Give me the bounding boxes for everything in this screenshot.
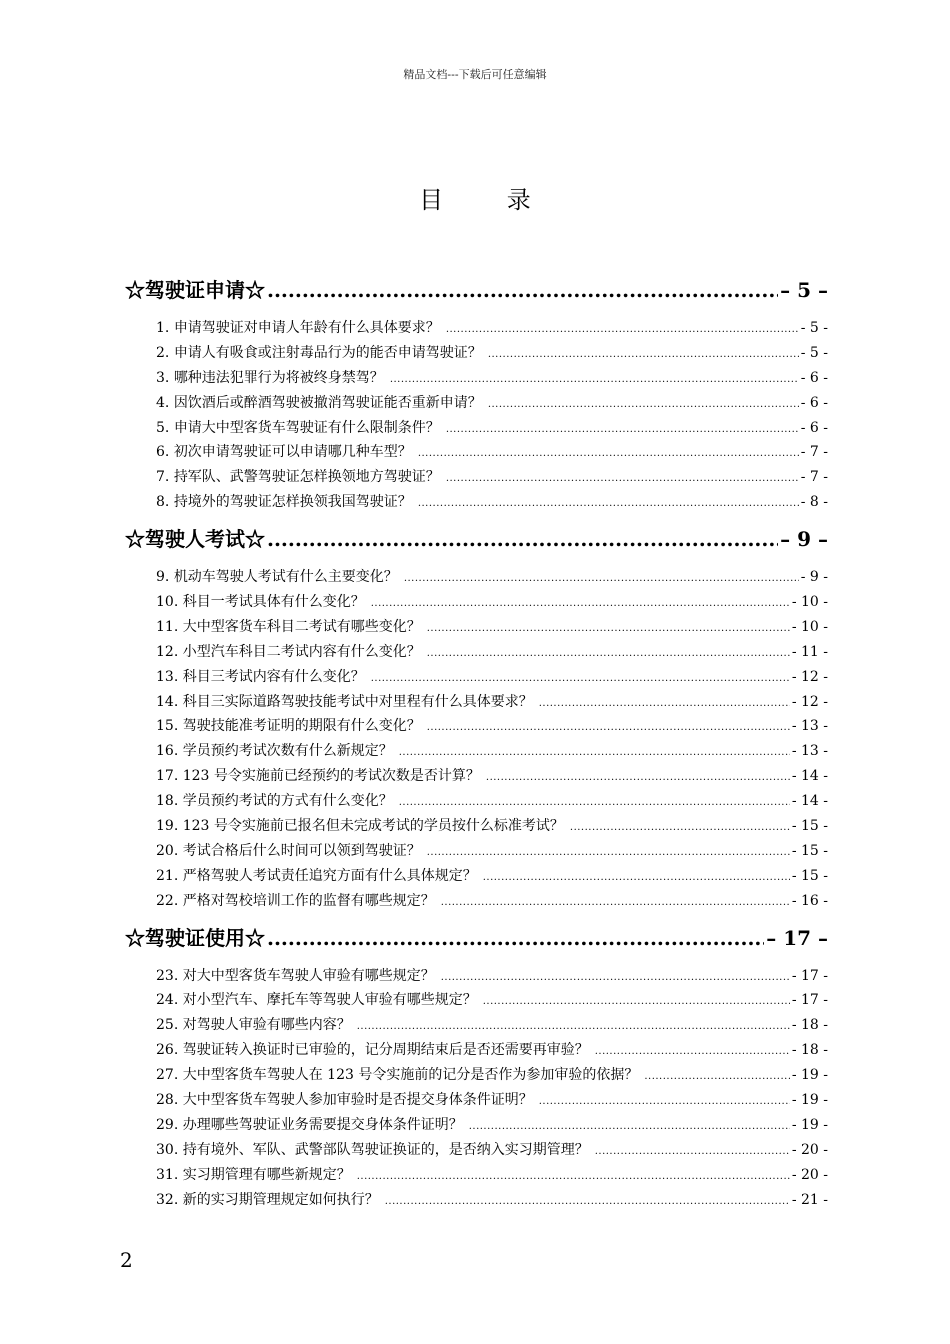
entry-page: - 19 - bbox=[791, 1092, 828, 1109]
entry-text: 新的实习期管理规定如何执行？ bbox=[182, 1191, 379, 1208]
entry-page: - 12 - bbox=[791, 693, 828, 710]
dot-leader bbox=[427, 642, 790, 667]
entry-page: - 16 - bbox=[791, 892, 828, 909]
entry-number: 32. bbox=[156, 1191, 179, 1208]
entry-text: 考试合格后什么时间可以领到驾驶证？ bbox=[182, 842, 421, 859]
toc-entry[interactable] bbox=[125, 465, 828, 490]
toc-entry[interactable] bbox=[125, 988, 828, 1013]
entry-page: - 19 - bbox=[791, 1116, 828, 1133]
entry-text: 因饮酒后或醉酒驾驶被撤消驾驶证能否重新申请？ bbox=[173, 394, 482, 411]
dot-leader bbox=[595, 1140, 790, 1165]
entry-number: 20. bbox=[156, 842, 179, 859]
dot-leader bbox=[483, 990, 790, 1015]
entry-page: - 21 - bbox=[791, 1191, 828, 1208]
toc-item-list bbox=[125, 565, 828, 913]
entry-text: 科目三实际道路驾驶技能考试中对里程有什么具体要求？ bbox=[182, 693, 533, 710]
entry-number: 29. bbox=[156, 1116, 179, 1133]
entry-text: 驾驶技能准考证明的期限有什么变化？ bbox=[182, 718, 421, 735]
entry-page: - 20 - bbox=[791, 1166, 828, 1183]
toc-section-heading[interactable] bbox=[125, 521, 828, 557]
toc-entry[interactable] bbox=[125, 864, 828, 889]
entry-text: 123 号令实施前已经预约的考试次数是否计算？ bbox=[182, 768, 480, 785]
entry-text: 初次申请驾驶证可以申请哪几种车型？ bbox=[173, 444, 412, 461]
toc-entry[interactable] bbox=[125, 1013, 828, 1038]
entry-number: 23. bbox=[156, 967, 179, 984]
entry-text: 科目一考试具体有什么变化？ bbox=[182, 594, 365, 611]
entry-page: - 10 - bbox=[791, 594, 828, 611]
entry-number: 31. bbox=[156, 1166, 179, 1183]
entry-page: - 9 - bbox=[800, 569, 828, 586]
entry-text: 申请驾驶证对申请人年龄有什么具体要求？ bbox=[173, 320, 440, 336]
entry-page: - 7 - bbox=[800, 444, 828, 461]
dot-leader bbox=[385, 1190, 790, 1215]
entry-number: 10. bbox=[156, 594, 179, 611]
entry-text: 大中型客货车驾驶人在 123 号令实施前的记分是否作为参加审验的依据？ bbox=[182, 1067, 639, 1084]
toc-entry[interactable] bbox=[125, 565, 828, 590]
dot-leader bbox=[267, 920, 764, 956]
entry-text: 持有境外、军队、武警部队驾驶证换证的，是否纳入实习期管理？ bbox=[182, 1141, 589, 1158]
entry-page: - 12 - bbox=[791, 668, 828, 685]
entry-text: 学员预约考试的方式有什么变化？ bbox=[182, 793, 393, 810]
dot-leader bbox=[418, 492, 799, 517]
entry-number: 1. bbox=[156, 320, 170, 336]
dot-leader bbox=[399, 791, 790, 816]
dot-leader bbox=[427, 841, 790, 866]
entry-text: 哪种违法犯罪行为将被终身禁驾？ bbox=[173, 369, 384, 386]
dot-leader bbox=[418, 442, 799, 467]
entry-text: 严格驾驶人考试责任追究方面有什么具体规定？ bbox=[182, 867, 477, 884]
dot-leader bbox=[441, 891, 790, 916]
toc-entry[interactable] bbox=[125, 739, 828, 764]
dot-leader bbox=[469, 1115, 790, 1140]
dot-leader bbox=[371, 667, 790, 692]
dot-leader bbox=[446, 418, 799, 443]
table-of-contents bbox=[125, 272, 828, 1219]
dot-leader bbox=[267, 272, 778, 308]
entry-page: - 14 - bbox=[791, 793, 828, 810]
entry-text: 123 号令实施前已报名但未完成考试的学员按什么标准考试？ bbox=[182, 818, 564, 835]
entry-number: 27. bbox=[156, 1067, 179, 1084]
toc-entry[interactable] bbox=[125, 590, 828, 615]
toc-entry[interactable] bbox=[125, 814, 828, 839]
entry-page: - 18 - bbox=[791, 1042, 828, 1059]
entry-text: 机动车驾驶人考试有什么主要变化？ bbox=[173, 569, 398, 586]
toc-entry[interactable] bbox=[125, 1113, 828, 1138]
entry-number: 22. bbox=[156, 892, 179, 909]
entry-text: 持境外的驾驶证怎样换领我国驾驶证？ bbox=[173, 494, 412, 511]
dot-leader bbox=[357, 1165, 790, 1190]
dot-leader bbox=[446, 318, 799, 343]
section-title: ☆驾驶人考试☆ bbox=[125, 527, 265, 552]
entry-page: - 6 - bbox=[800, 419, 828, 436]
entry-number: 2. bbox=[156, 344, 170, 361]
toc-entry[interactable] bbox=[125, 490, 828, 515]
entry-page: - 14 - bbox=[791, 768, 828, 785]
entry-page: - 15 - bbox=[791, 818, 828, 835]
section-title: ☆驾驶证申请☆ bbox=[125, 278, 265, 302]
entry-number: 13. bbox=[156, 668, 179, 685]
dot-leader bbox=[644, 1065, 789, 1090]
dot-leader bbox=[390, 368, 799, 393]
entry-page: - 18 - bbox=[791, 1017, 828, 1034]
entry-number: 11. bbox=[156, 618, 179, 635]
entry-number: 17. bbox=[156, 768, 179, 785]
entry-number: 24. bbox=[156, 992, 179, 1009]
entry-page: - 6 - bbox=[800, 369, 828, 386]
entry-number: 30. bbox=[156, 1141, 179, 1158]
entry-page: - 7 - bbox=[800, 469, 828, 486]
toc-entry[interactable] bbox=[125, 889, 828, 914]
dot-leader bbox=[446, 467, 799, 492]
entry-text: 科目三考试内容有什么变化？ bbox=[182, 668, 365, 685]
entry-number: 28. bbox=[156, 1092, 179, 1109]
entry-number: 15. bbox=[156, 718, 179, 735]
toc-section-heading[interactable] bbox=[125, 920, 828, 956]
section-title: ☆驾驶证使用☆ bbox=[125, 925, 265, 950]
dot-leader bbox=[570, 816, 790, 841]
entry-number: 16. bbox=[156, 743, 179, 760]
entry-number: 5. bbox=[156, 419, 170, 436]
dot-leader bbox=[488, 393, 799, 418]
dot-leader bbox=[488, 343, 799, 368]
entry-number: 18. bbox=[156, 793, 179, 810]
entry-text: 对大中型客货车驾驶人审验有哪些规定？ bbox=[182, 967, 435, 984]
entry-text: 驾驶证转入换证时已审验的，记分周期结束后是否还需要再审验？ bbox=[182, 1042, 589, 1059]
toc-entry[interactable] bbox=[125, 640, 828, 665]
toc-item-list bbox=[125, 316, 828, 515]
entry-page: - 13 - bbox=[791, 743, 828, 760]
toc-entry[interactable] bbox=[125, 1063, 828, 1088]
entry-number: 12. bbox=[156, 643, 179, 660]
page-header: 精品文档---下载后可任意编辑 bbox=[403, 68, 547, 81]
entry-page: - 10 - bbox=[791, 618, 828, 635]
entry-text: 实习期管理有哪些新规定？ bbox=[182, 1166, 351, 1183]
dot-leader bbox=[441, 966, 790, 991]
dot-leader bbox=[483, 866, 790, 891]
entry-page: - 15 - bbox=[791, 842, 828, 859]
section-page: – 17 – bbox=[766, 925, 828, 950]
toc-entry[interactable] bbox=[125, 789, 828, 814]
entry-text: 对驾驶人审验有哪些内容？ bbox=[182, 1017, 351, 1034]
toc-entry[interactable] bbox=[125, 1038, 828, 1063]
dot-leader bbox=[399, 741, 790, 766]
toc-entry[interactable] bbox=[125, 1163, 828, 1188]
entry-number: 26. bbox=[156, 1042, 179, 1059]
entry-text: 申请大中型客货车驾驶证有什么限制条件？ bbox=[173, 419, 440, 436]
dot-leader bbox=[595, 1040, 790, 1065]
entry-page: - 13 - bbox=[791, 718, 828, 735]
toc-entry[interactable] bbox=[125, 1138, 828, 1163]
entry-number: 4. bbox=[156, 394, 170, 411]
toc-entry[interactable] bbox=[125, 366, 828, 391]
toc-entry[interactable] bbox=[125, 391, 828, 416]
dot-leader bbox=[357, 1015, 790, 1040]
entry-page: - 5 - bbox=[800, 344, 828, 361]
section-page: – 9 – bbox=[780, 527, 828, 552]
entry-text: 大中型客货车科目二考试有哪些变化？ bbox=[182, 618, 421, 635]
toc-entry[interactable] bbox=[125, 316, 828, 341]
dot-leader bbox=[267, 521, 778, 557]
entry-text: 持军队、武警驾驶证怎样换领地方驾驶证？ bbox=[173, 469, 440, 486]
entry-text: 严格对驾校培训工作的监督有哪些规定？ bbox=[182, 892, 435, 909]
entry-page: - 5 - bbox=[800, 320, 828, 336]
dot-leader bbox=[539, 1090, 790, 1115]
entry-page: - 8 - bbox=[800, 494, 828, 511]
entry-number: 8. bbox=[156, 494, 170, 511]
toc-entry[interactable] bbox=[125, 416, 828, 441]
entry-text: 申请人有吸食或注射毒品行为的能否申请驾驶证？ bbox=[173, 344, 482, 361]
entry-text: 办理哪些驾驶证业务需要提交身体条件证明？ bbox=[182, 1116, 463, 1133]
toc-entry[interactable] bbox=[125, 690, 828, 715]
entry-number: 7. bbox=[156, 469, 170, 486]
dot-leader bbox=[427, 716, 790, 741]
entry-number: 6. bbox=[156, 444, 170, 461]
toc-entry[interactable] bbox=[125, 714, 828, 739]
page-number: 2 bbox=[120, 1248, 133, 1272]
entry-page: - 17 - bbox=[791, 992, 828, 1009]
dot-leader bbox=[371, 592, 790, 617]
toc-entry[interactable] bbox=[125, 665, 828, 690]
entry-number: 25. bbox=[156, 1017, 179, 1034]
entry-number: 9. bbox=[156, 569, 170, 586]
entry-page: - 20 - bbox=[791, 1141, 828, 1158]
entry-text: 学员预约考试次数有什么新规定？ bbox=[182, 743, 393, 760]
toc-item-list bbox=[125, 964, 828, 1213]
entry-page: - 6 - bbox=[800, 394, 828, 411]
entry-number: 14. bbox=[156, 693, 179, 710]
dot-leader bbox=[427, 617, 790, 642]
dot-leader bbox=[539, 692, 790, 717]
entry-number: 19. bbox=[156, 818, 179, 835]
entry-page: - 15 - bbox=[791, 867, 828, 884]
toc-entry[interactable] bbox=[125, 1088, 828, 1113]
toc-entry[interactable] bbox=[125, 839, 828, 864]
toc-entry[interactable] bbox=[125, 1188, 828, 1213]
section-page: – 5 – bbox=[780, 278, 828, 302]
toc-title: 目 录 bbox=[419, 186, 559, 214]
toc-entry[interactable] bbox=[125, 764, 828, 789]
entry-text: 对小型汽车、摩托车等驾驶人审验有哪些规定？ bbox=[182, 992, 477, 1009]
dot-leader bbox=[404, 567, 799, 592]
entry-page: - 19 - bbox=[791, 1067, 828, 1084]
toc-entry[interactable] bbox=[125, 964, 828, 989]
entry-page: - 17 - bbox=[791, 967, 828, 984]
entry-text: 大中型客货车驾驶人参加审验时是否提交身体条件证明？ bbox=[182, 1092, 533, 1109]
entry-number: 21. bbox=[156, 867, 179, 884]
entry-text: 小型汽车科目二考试内容有什么变化？ bbox=[182, 643, 421, 660]
toc-entry[interactable] bbox=[125, 615, 828, 640]
toc-entry[interactable] bbox=[125, 341, 828, 366]
entry-number: 3. bbox=[156, 369, 170, 386]
toc-entry[interactable] bbox=[125, 440, 828, 465]
entry-page: - 11 - bbox=[791, 643, 828, 660]
dot-leader bbox=[486, 766, 790, 791]
toc-section-heading[interactable] bbox=[125, 272, 828, 308]
